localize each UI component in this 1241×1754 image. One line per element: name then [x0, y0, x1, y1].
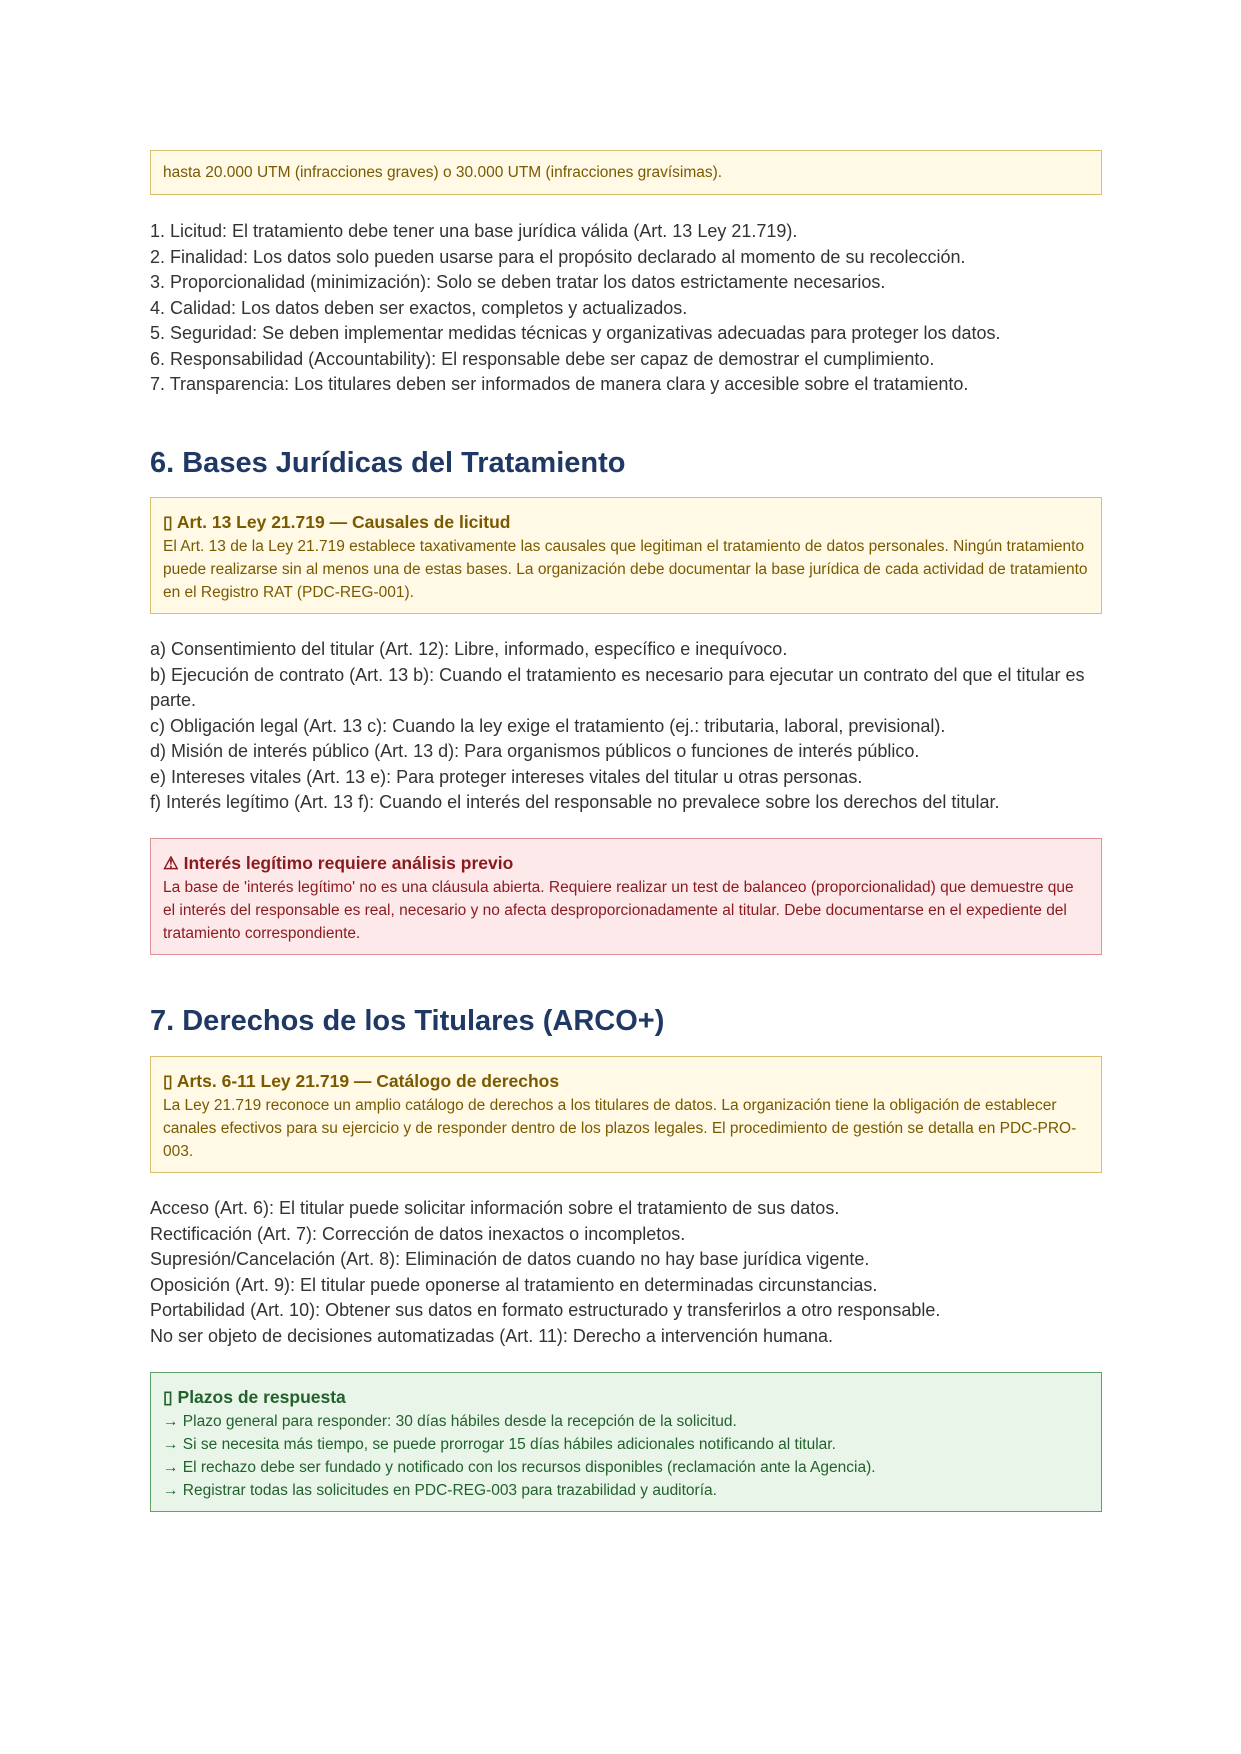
- list-item: 4. Calidad: Los datos deben ser exactos, completos y actualizados.: [150, 297, 688, 318]
- list-item: d) Misión de interés público (Art. 13 d): Para organismos públicos o funciones de interés público.: [150, 741, 920, 761]
- list-item: No ser objeto de decisiones automatizadas (Art. 11): Derecho a intervención humana.: [150, 1325, 834, 1346]
- list-item: 2. Finalidad: Los datos solo pueden usarse para el propósito declarado al momento de su recolección.: [150, 246, 966, 267]
- callout-body: La base de 'interés legítimo' no es una cláusula abierta. Requiere realizar un test de balanceo (proporcionalidad) que demuestre que el interés del responsable es real, necesario y no afecta desproporcionadamente al titular. Debe documentarse en el expediente del tratamiento correspondiente.: [163, 879, 1074, 942]
- sanctions-note-text: hasta 20.000 UTM (infracciones graves) o 30.000 UTM (infracciones gravísimas).: [163, 164, 723, 181]
- callout-title: [163, 1384, 1089, 1410]
- deadline-line: → El rechazo debe ser fundado y notificado con los recursos disponibles (reclamación ante la Agencia).: [163, 1459, 876, 1476]
- section-heading-bases: 6. Bases Jurídicas del Tratamiento: [150, 447, 626, 479]
- callout-title-text: Art. 13 Ley 21.719 — Causales de licitud: [176, 512, 511, 532]
- document-icon: ▯: [163, 1071, 173, 1091]
- list-item: f) Interés legítimo (Art. 13 f): Cuando el interés del responsable no prevalece sobre los derechos del titular.: [150, 792, 1000, 812]
- deadline-line: → Si se necesita más tiempo, se puede prorrogar 15 días hábiles adicionales notificando al titular.: [163, 1436, 836, 1453]
- rights-list: [150, 1196, 1102, 1349]
- list-item: a) Consentimiento del titular (Art. 12): Libre, informado, específico e inequívoco.: [150, 639, 788, 659]
- principles-list: [150, 219, 1102, 398]
- callout-body: La Ley 21.719 reconoce un amplio catálogo de derechos a los titulares de datos. La organización tiene la obligación de establecer canales efectivos para su ejercicio y de responder dentro de los plazos legales. El procedimiento de gestión se detalla en PDC-PRO-003.: [163, 1097, 1077, 1160]
- deadline-line: → Plazo general para responder: 30 días hábiles desde la recepción de la solicitud.: [163, 1413, 737, 1430]
- document-icon: ▯: [163, 512, 173, 532]
- list-item: 6. Responsabilidad (Accountability): El responsable debe ser capaz de demostrar el cumplimiento.: [150, 348, 935, 369]
- callout-body: El Art. 13 de la Ley 21.719 establece taxativamente las causales que legitiman el tratamiento de datos personales. Ningún tratamiento puede realizarse sin al menos una de estas bases. La organización debe documentar la base jurídica de cada actividad de tratamiento en el Registro RAT (PDC-REG-001).: [163, 538, 1088, 601]
- list-item: Acceso (Art. 6): El titular puede solicitar información sobre el tratamiento de sus datos.: [150, 1198, 840, 1218]
- list-item: b) Ejecución de contrato (Art. 13 b): Cuando el tratamiento es necesario para ejecutar un contrato del que el titular es parte.: [150, 664, 1085, 710]
- legal-basis-callout: [150, 497, 1102, 614]
- callout-title-text: Interés legítimo requiere análisis previo: [183, 853, 514, 873]
- list-item: 7. Transparencia: Los titulares deben ser informados de manera clara y accesible sobre el tratamiento.: [150, 374, 969, 394]
- list-item: Oposición (Art. 9): El titular puede oponerse al tratamiento en determinadas circunstancias.: [150, 1274, 878, 1295]
- warning-icon: ⚠: [163, 853, 179, 873]
- list-item: c) Obligación legal (Art. 13 c): Cuando la ley exige el tratamiento (ej.: tributaria, laboral, previsional).: [150, 715, 946, 736]
- list-item: Supresión/Cancelación (Art. 8): Eliminación de datos cuando no hay base jurídica vigente.: [150, 1249, 870, 1269]
- sanctions-note: [150, 150, 1102, 195]
- deadline-line: → Registrar todas las solicitudes en PDC-REG-003 para trazabilidad y auditoría.: [163, 1482, 717, 1499]
- legal-bases-list: [150, 637, 1102, 816]
- section-heading-rights: 7. Derechos de los Titulares (ARCO+): [150, 1005, 665, 1037]
- callout-title: [163, 850, 1089, 876]
- list-item: 5. Seguridad: Se deben implementar medidas técnicas y organizativas adecuadas para proteger los datos.: [150, 323, 1001, 343]
- clock-icon: ▯: [163, 1387, 173, 1407]
- list-item: 3. Proporcionalidad (minimización): Solo se deben tratar los datos estrictamente necesarios.: [150, 272, 886, 292]
- list-item: 1. Licitud: El tratamiento debe tener una base jurídica válida (Art. 13 Ley 21.719).: [150, 221, 798, 241]
- list-item: Rectificación (Art. 7): Corrección de datos inexactos o incompletos.: [150, 1223, 686, 1244]
- response-deadlines-callout: [150, 1372, 1102, 1512]
- rights-catalog-callout: [150, 1056, 1102, 1173]
- callout-title-text: Plazos de respuesta: [177, 1387, 346, 1407]
- list-item: e) Intereses vitales (Art. 13 e): Para proteger intereses vitales del titular u otras personas.: [150, 766, 863, 787]
- list-item: Portabilidad (Art. 10): Obtener sus datos en formato estructurado y transferirlos a otro responsable.: [150, 1300, 941, 1320]
- callout-title: [163, 509, 1089, 535]
- callout-title-text: Arts. 6-11 Ley 21.719 — Catálogo de derechos: [176, 1071, 560, 1091]
- callout-title: [163, 1068, 1089, 1094]
- legitimate-interest-warning: [150, 838, 1102, 955]
